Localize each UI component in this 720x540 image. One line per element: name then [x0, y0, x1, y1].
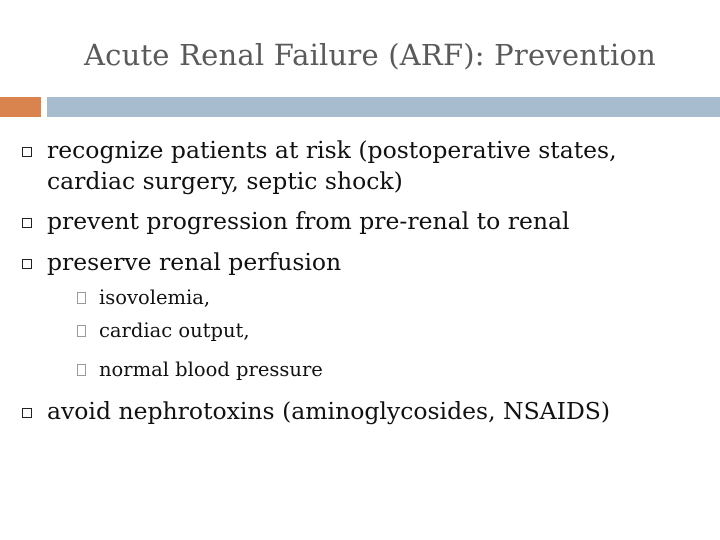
square-sub-bullet-icon: [77, 364, 86, 376]
square-sub-bullet-icon: [77, 292, 86, 304]
bullet-text: recognize patients at risk (postoperative states,: [47, 136, 617, 164]
sub-bullet-text: isovolemia,: [99, 286, 211, 309]
square-bullet-icon: [22, 408, 32, 418]
slide-title: Acute Renal Failure (ARF): Prevention: [83, 38, 656, 72]
sub-bullet-text: normal blood pressure: [99, 358, 323, 381]
square-sub-bullet-icon: [77, 325, 86, 337]
square-bullet-icon: [22, 218, 32, 228]
accent-bar-orange: [0, 97, 41, 117]
sub-bullet-text: cardiac output,: [99, 319, 250, 342]
accent-bar-blue: [47, 97, 720, 117]
bullet-text: preserve renal perfusion: [47, 248, 342, 276]
square-bullet-icon: [22, 147, 32, 157]
bullet-text-continued: cardiac surgery, septic shock): [47, 167, 403, 195]
bullet-text: prevent progression from pre-renal to renal: [47, 207, 570, 235]
square-bullet-icon: [22, 259, 32, 269]
bullet-text: avoid nephrotoxins (aminoglycosides, NSAIDS): [47, 397, 611, 425]
